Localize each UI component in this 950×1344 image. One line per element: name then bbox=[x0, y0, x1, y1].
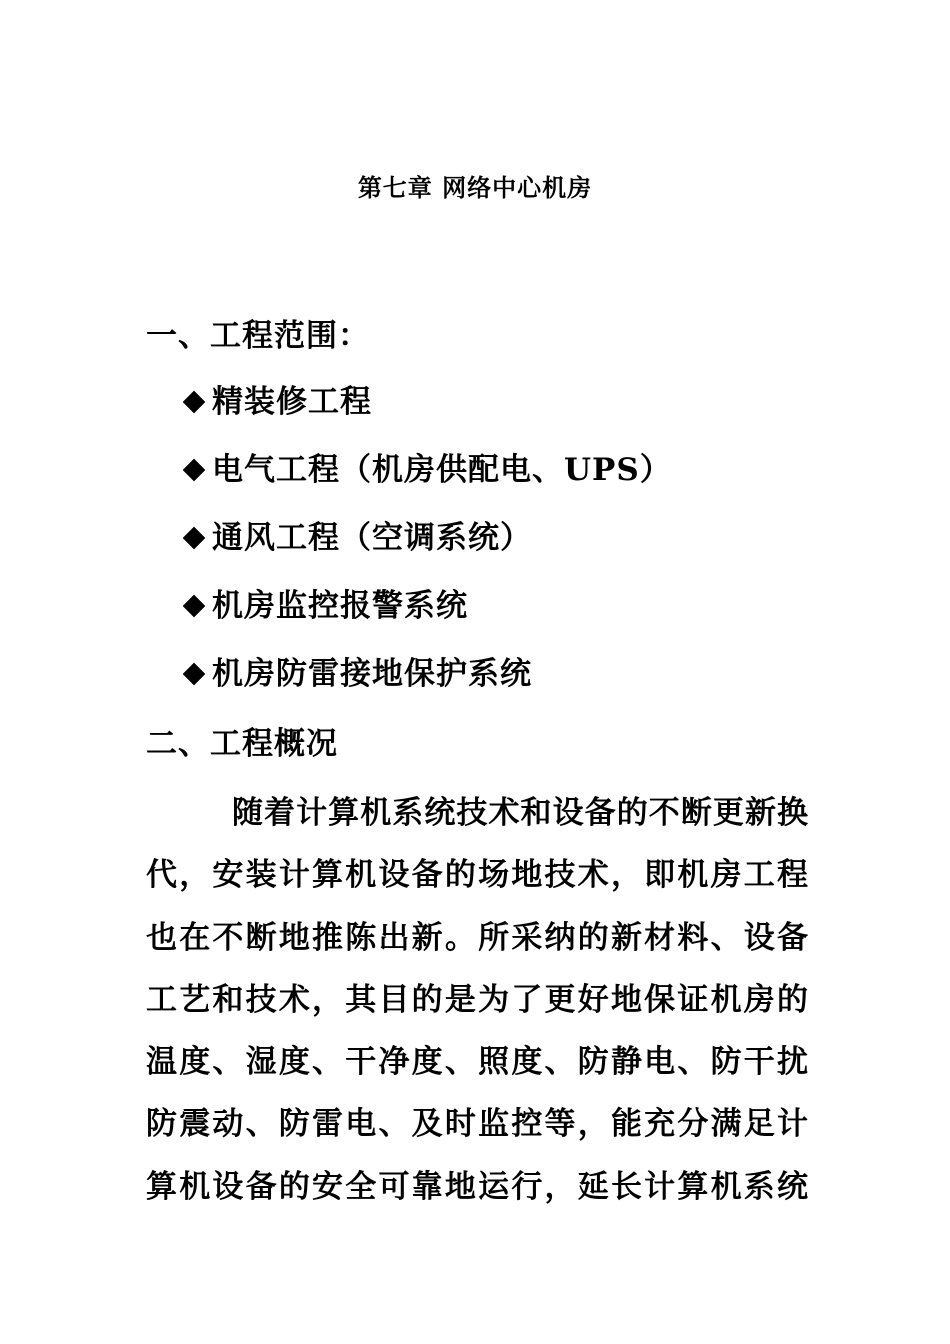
chapter-title: 第七章 网络中心机房 bbox=[357, 173, 593, 202]
diamond-bullet-icon bbox=[183, 459, 205, 481]
paragraph-line: 防震动、防雷电、及时监控等，能充分满足计 bbox=[146, 1106, 808, 1143]
list-item-label: 精装修工程 bbox=[212, 384, 372, 420]
list-item-label: 通风工程（空调系统） bbox=[212, 520, 532, 556]
list-item bbox=[178, 584, 672, 652]
diamond-bullet-icon bbox=[183, 663, 205, 685]
paragraph-line: 工艺和技术，其目的是为了更好地保证机房的 bbox=[146, 981, 808, 1018]
list-item bbox=[178, 516, 672, 584]
list-item-label: 机房监控报警系统 bbox=[212, 588, 468, 624]
list-item bbox=[178, 652, 672, 720]
list-item-label: 机房防雷接地保护系统 bbox=[212, 656, 532, 692]
diamond-bullet-icon bbox=[183, 595, 205, 617]
paragraph-line: 随着计算机系统技术和设备的不断更新换 bbox=[232, 795, 808, 831]
list-item bbox=[178, 448, 672, 516]
paragraph-line: 代，安装计算机设备的场地技术，即机房工程 bbox=[146, 857, 808, 894]
list-item bbox=[178, 380, 672, 448]
overview-paragraph bbox=[146, 790, 808, 1226]
list-item-label: 电气工程（机房供配电、UPS） bbox=[212, 452, 672, 488]
paragraph-line: 算机设备的安全可靠地运行，延长计算机系统 bbox=[146, 1168, 808, 1205]
diamond-bullet-icon bbox=[183, 527, 205, 549]
section-heading-scope: 一、工程范围： bbox=[146, 318, 370, 354]
paragraph-line: 温度、湿度、干净度、照度、防静电、防干扰 bbox=[146, 1044, 808, 1081]
section-heading-overview: 二、工程概况 bbox=[146, 726, 338, 762]
paragraph-line: 也在不断地推陈出新。所采纳的新材料、设备 bbox=[146, 919, 808, 956]
diamond-bullet-icon bbox=[183, 391, 205, 413]
scope-list bbox=[178, 380, 672, 720]
